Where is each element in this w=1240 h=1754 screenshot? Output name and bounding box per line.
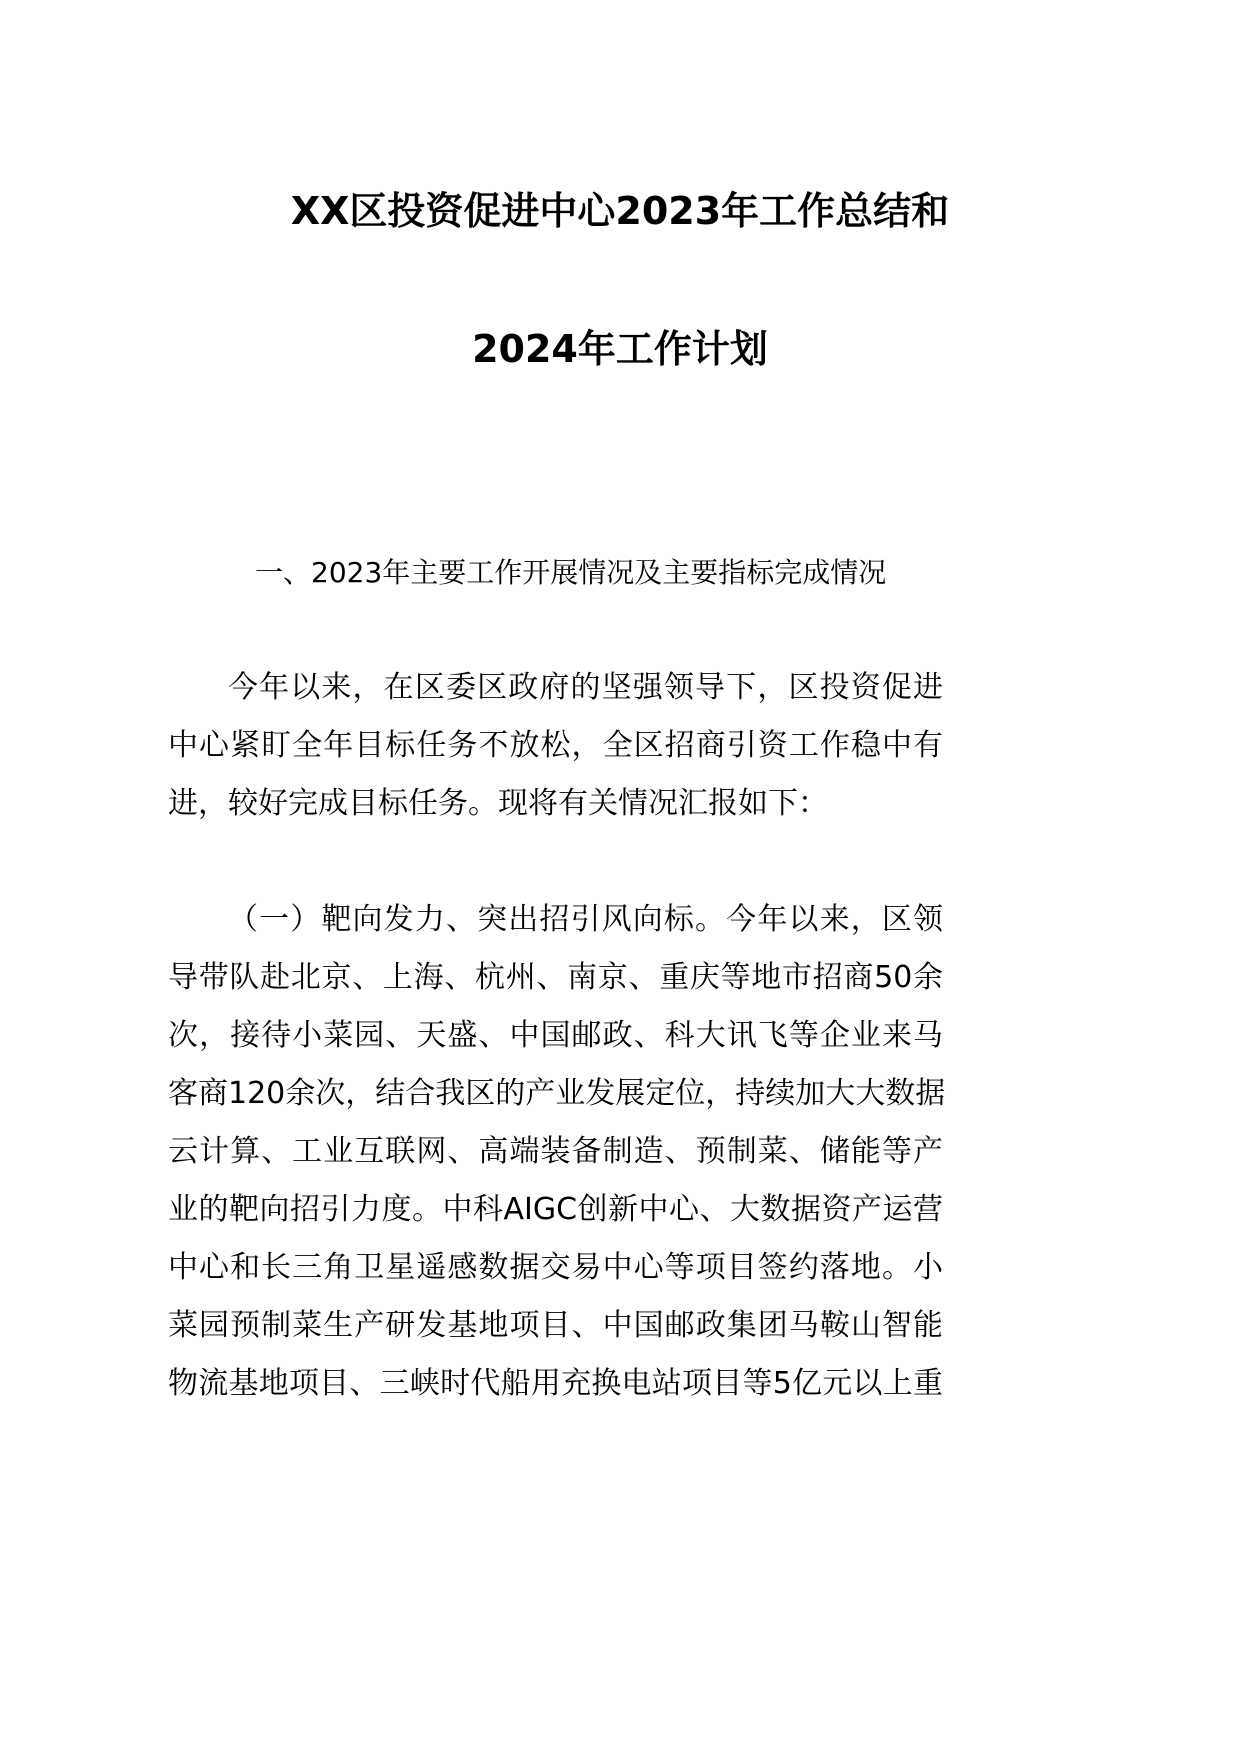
document-title-line-1: XX区投资促进中心2023年工作总结和 (290, 189, 950, 233)
paragraph-1-line-3: 进，较好完成目标任务。现将有关情况汇报如下： (168, 786, 828, 821)
paragraph-1-line-1: 今年以来，在区委区政府的坚强领导下，区投资促进 (228, 670, 943, 705)
paragraph-2-line-7: 中心和长三角卫星遥感数据交易中心等项目签约落地。小 (168, 1250, 943, 1285)
section-heading: 一、2023年主要工作开展情况及主要指标完成情况 (255, 556, 887, 589)
paragraph-2-line-2: 导带队赴北京、上海、杭州、南京、重庆等地市招商50余 (168, 960, 943, 995)
paragraph-1-line-2: 中心紧盯全年目标任务不放松，全区招商引资工作稳中有 (168, 728, 943, 763)
paragraph-2-line-8: 菜园预制菜生产研发基地项目、中国邮政集团马鞍山智能 (168, 1308, 943, 1343)
paragraph-2-line-5: 云计算、工业互联网、高端装备制造、预制菜、储能等产 (168, 1134, 943, 1169)
document-title-line-2: 2024年工作计划 (472, 327, 768, 371)
paragraph-2-line-1: （一）靶向发力、突出招引风向标。今年以来，区领 (228, 902, 943, 937)
paragraph-2-line-4: 客商120余次，结合我区的产业发展定位，持续加大大数据 (168, 1076, 946, 1111)
paragraph-2-line-9: 物流基地项目、三峡时代船用充换电站项目等5亿元以上重 (168, 1366, 943, 1401)
paragraph-2-line-6: 业的靶向招引力度。中科AIGC创新中心、大数据资产运营 (168, 1192, 943, 1227)
paragraph-2-line-3: 次，接待小菜园、天盛、中国邮政、科大讯飞等企业来马 (168, 1018, 943, 1053)
